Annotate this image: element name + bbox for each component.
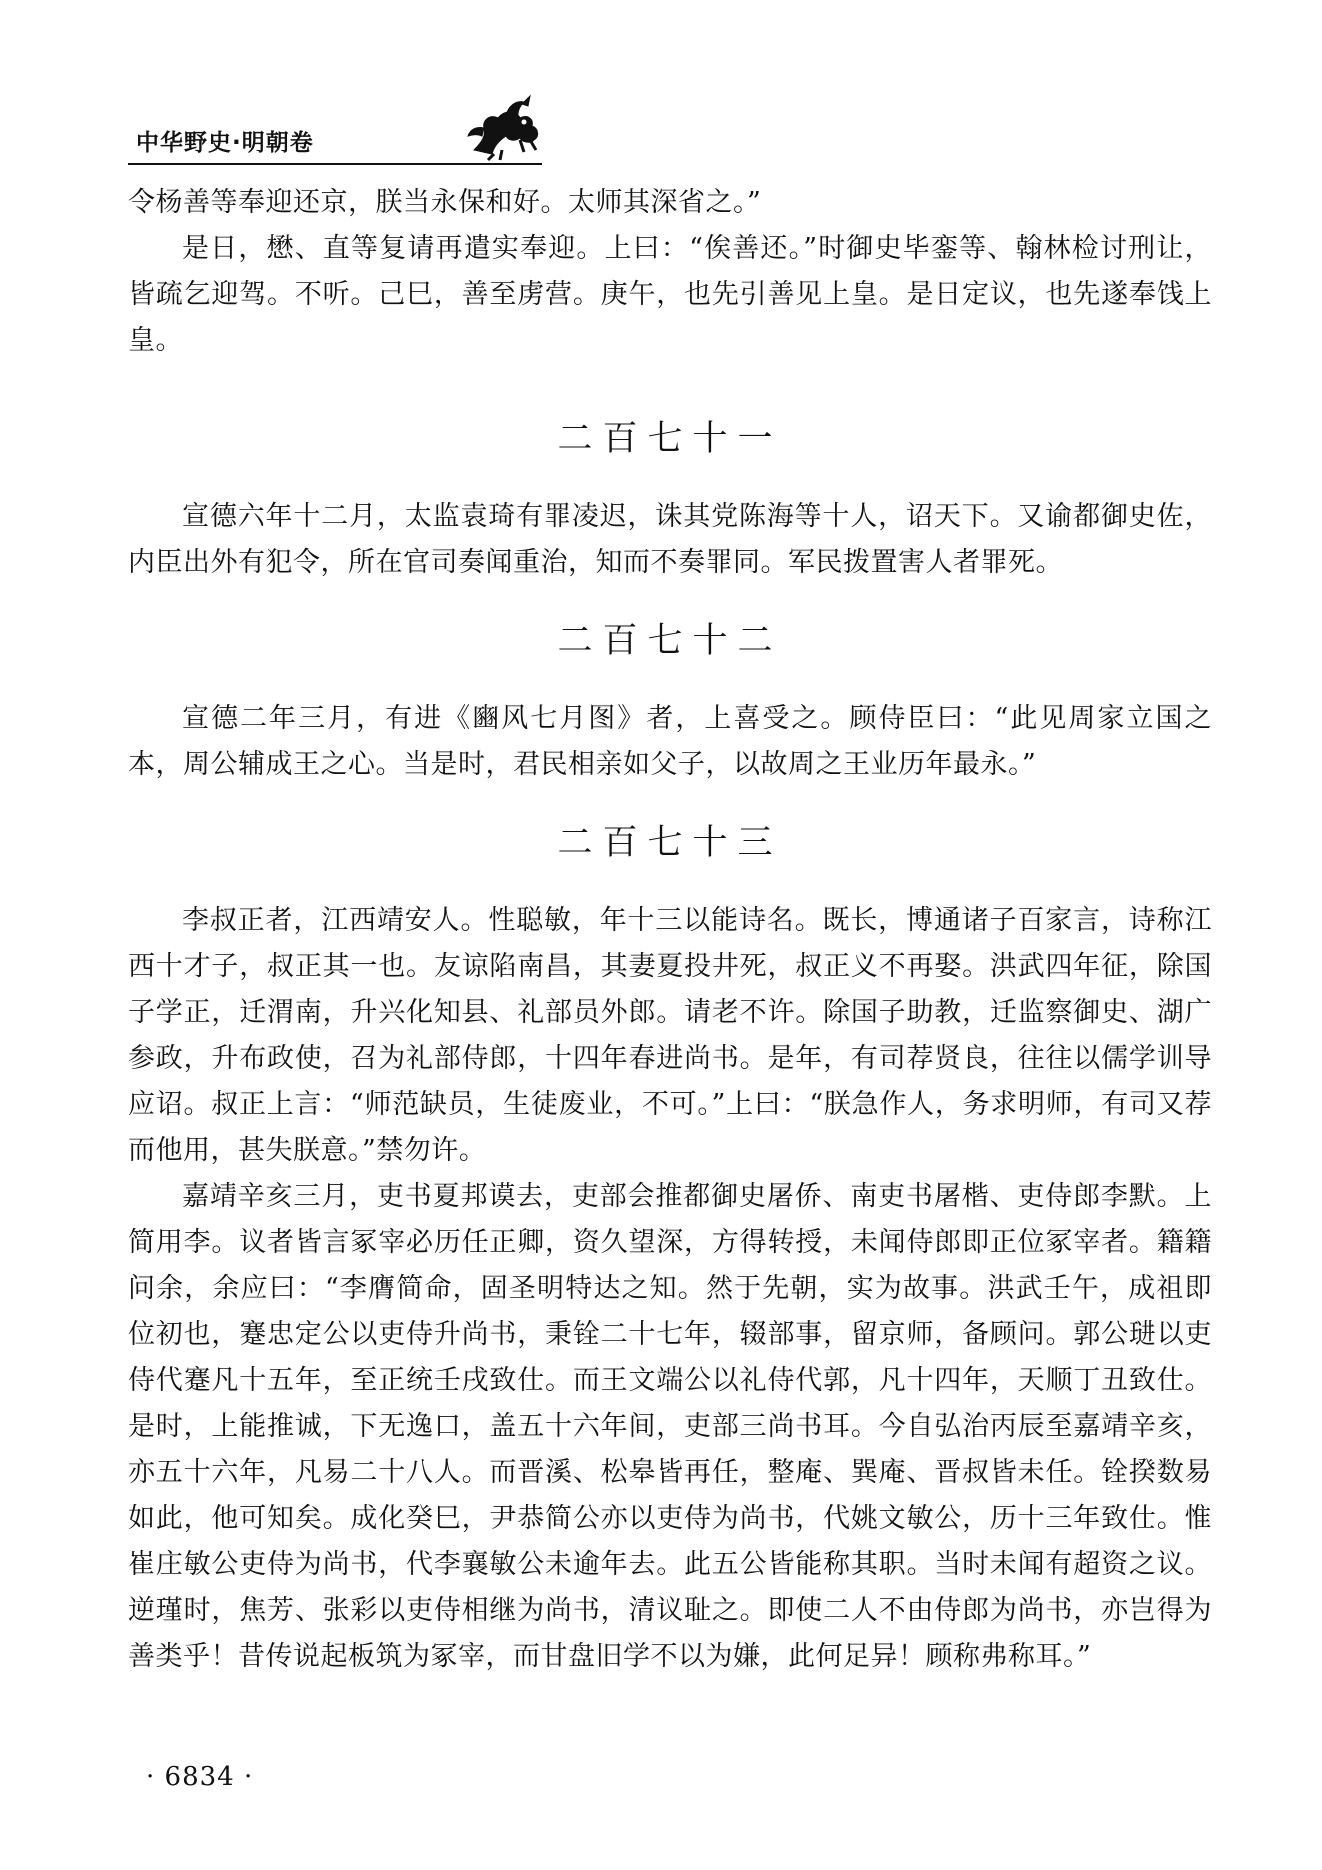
paragraph: 宣德二年三月，有进《豳风七月图》者，上喜受之。顾侍臣曰：“此见周家立国之本，周公辅成王之心。当是时，君民相亲如父子，以故周之王业历年最永。” xyxy=(128,703,1212,780)
page-number: · 6834 · xyxy=(146,1762,254,1792)
book-title: 中华野史·明朝卷 xyxy=(136,130,314,156)
paragraph: 宣德六年十二月，太监袁琦有罪凌迟，诛其党陈海等十人，诏天下。又谕都御史佐，内臣出外有犯令，所在官司奏闻重治，知而不奏罪同。军民拨置害人者罪死。 xyxy=(128,501,1212,578)
section-heading-273: 二百七十三 xyxy=(557,823,783,863)
paragraph: 嘉靖辛亥三月，吏书夏邦谟去，吏部会推都御史屠侨、南吏书屠楷、吏侍郎李默。上简用李。议者皆言冢宰必历任正卿，资久望深，方得转授，未闻侍郎即正位冢宰者。籍籍问余，余应曰：“李膺简命，固圣明特达之知。然于先朝，实为故事。洪武壬午，成祖即位初也，蹇忠定公以吏侍升尚书，秉铨二十七年，辍部事，留京师，备顾问。郭公琎以吏侍代蹇凡十五年，至正统壬戌致仕。而王文端公以礼侍代郭，凡十四年，天顺丁丑致仕。是时，上能推诚，下无逸口，盖五十六年间，吏部三尚书耳。今自弘治丙辰至嘉靖辛亥，亦五十六年，凡易二十八人。而晋溪、松皋皆再任，整庵、巽庵、晋叔皆未任。铨揆数易如此，他可知矣。成化癸巳，尹恭简公亦以吏侍为尚书，代姚文敏公，历十三年致仕。惟崔庄敏公吏侍为尚书，代李襄敏公未逾年去。此五公皆能称其职。当时未闻有超资之议。逆瑾时，焦芳、张彩以吏侍相继为尚书，清议耻之。即使二人不由侍郎为尚书，亦岂得为善类乎！昔传说起板筑为冢宰，而甘盘旧学不以为嫌，此何足异！顾称弗称耳。” xyxy=(128,1181,1212,1672)
header-rule xyxy=(128,163,542,165)
section-heading-271: 二百七十一 xyxy=(557,419,783,459)
paragraph: 李叔正者，江西靖安人。性聪敏，年十三以能诗名。既长，博通诸子百家言，诗称江西十才子，叔正其一也。友谅陷南昌，其妻夏投井死，叔正义不再娶。洪武四年征，除国子学正，迁渭南，升兴化知县、礼部员外郎。请老不许。除国子助教，迁监察御史、湖广参政，升布政使，召为礼部侍郎，十四年春进尚书。是年，有司荐贤良，往往以儒学训导应诏。叔正上言：“师范缺员，生徒废业，不可。”上曰：“朕急作人，务求明师，有司又荐而他用，甚失朕意。”禁勿许。 xyxy=(128,905,1212,1166)
running-header xyxy=(128,92,542,170)
paragraph: 令杨善等奉迎还京，朕当永保和好。太师其深省之。” xyxy=(128,187,762,218)
dragon-emblem-icon xyxy=(464,92,546,162)
paragraph: 是日，懋、直等复请再遣实奉迎。上曰：“俟善还。”时御史毕銮等、翰林检讨刑让，皆疏乞迎驾。不听。己巳，善至虏营。庚午，也先引善见上皇。是日定议，也先遂奉饯上皇。 xyxy=(128,233,1212,356)
page-body xyxy=(128,180,1212,1680)
section-heading-272: 二百七十二 xyxy=(557,621,783,661)
